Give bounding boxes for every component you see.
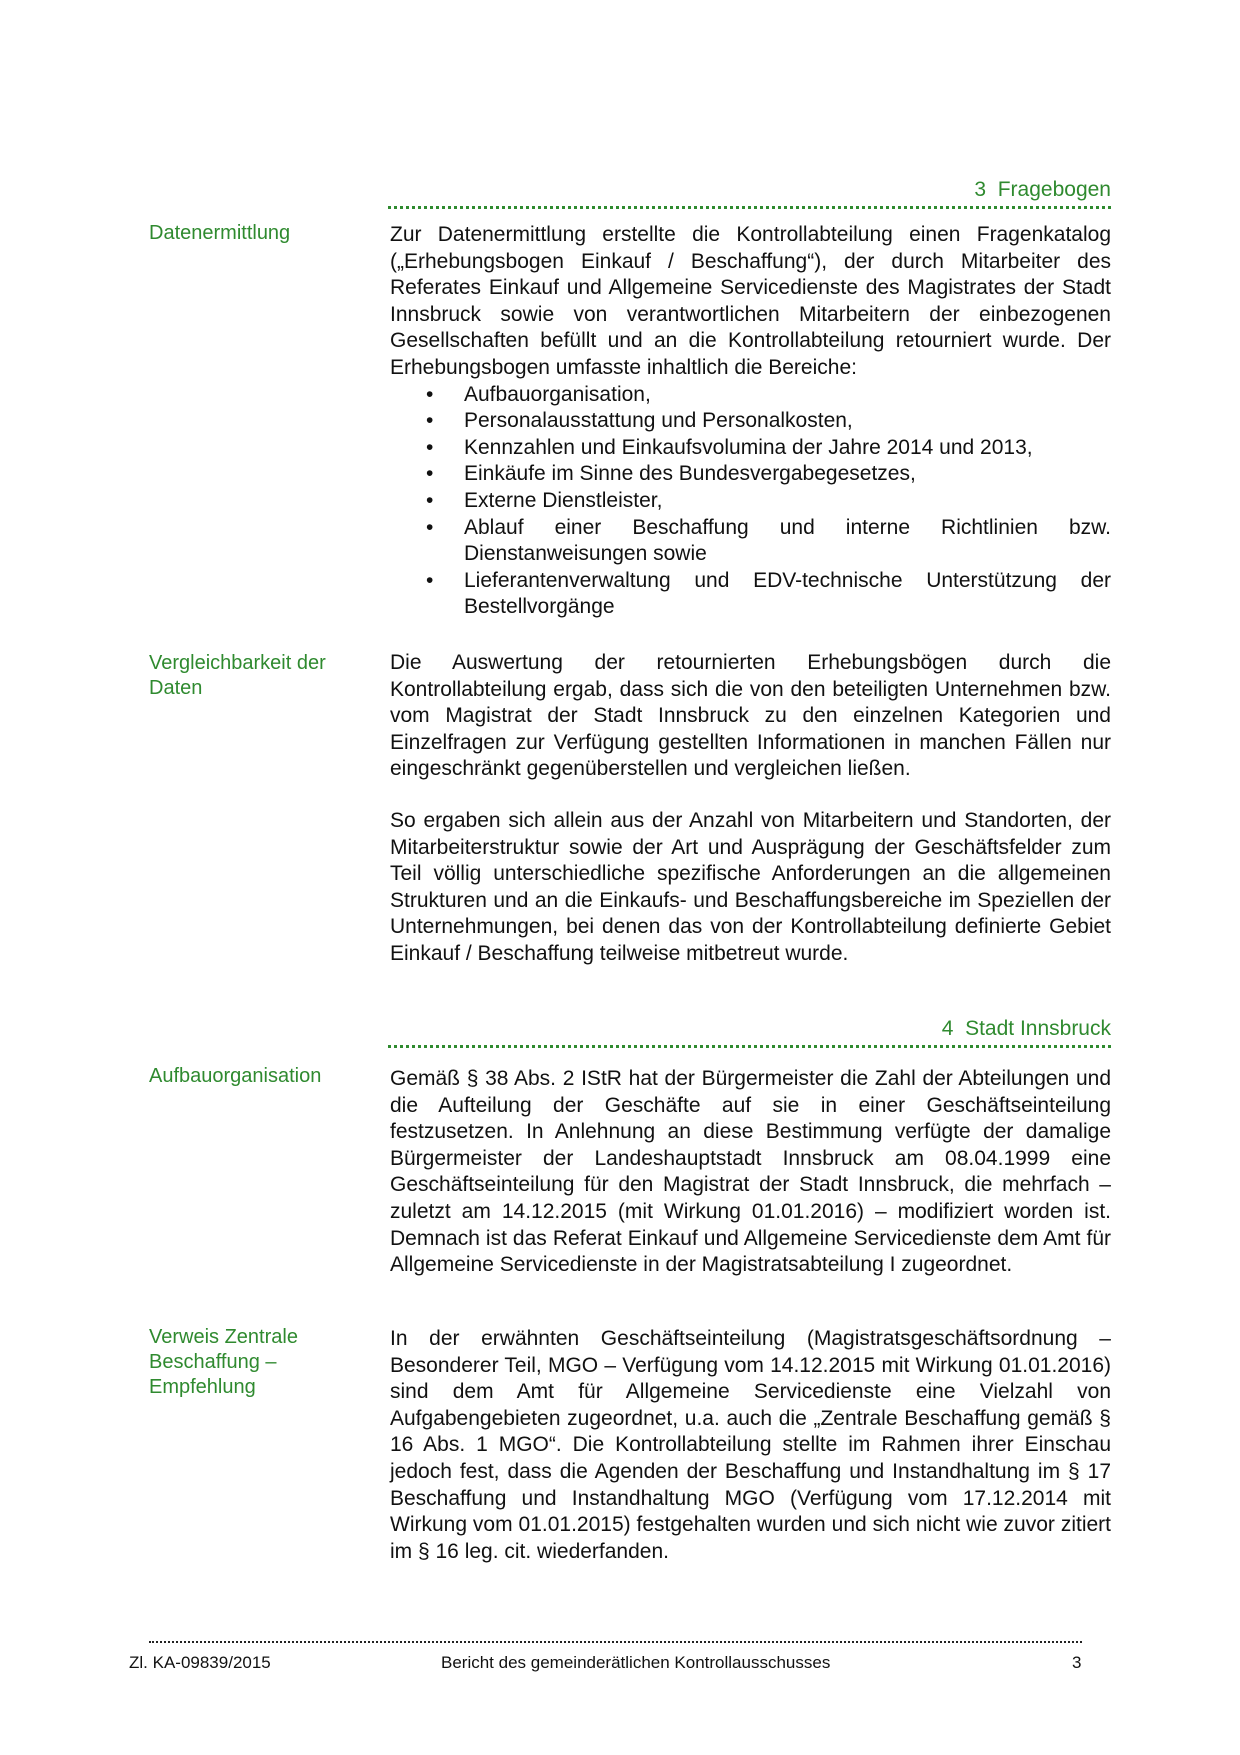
- list-item: • Aufbauorganisation,: [390, 382, 1111, 409]
- paragraph-datenermittlung: [390, 222, 1111, 621]
- footer-reference: Zl. KA-09839/2015: [129, 1653, 271, 1672]
- side-label-verweis: [149, 1325, 369, 1400]
- list-item: • Ablauf einer Beschaffung und interne Richtlinien bzw. Dienstanweisungen sowie: [426, 515, 1111, 566]
- bullet-icon: •: [426, 435, 434, 459]
- paragraph-vergleichbarkeit-2: [390, 808, 1111, 968]
- list-item: • Externe Dienstleister,: [390, 488, 1111, 515]
- side-label-line: Beschaffung –: [149, 1351, 277, 1373]
- section-divider: [388, 1045, 1111, 1048]
- section-number: 3: [974, 178, 987, 201]
- side-label-text: Aufbauorganisation: [149, 1065, 322, 1087]
- page-number: 3: [1072, 1653, 1082, 1672]
- paragraph-verweis: [390, 1326, 1111, 1565]
- bullet-icon: •: [426, 488, 434, 512]
- bullet-list: [390, 382, 1111, 621]
- bullet-icon: •: [426, 462, 434, 486]
- footer-divider: [149, 1641, 1082, 1643]
- section-heading-stadt-innsbruck: [388, 1016, 1111, 1042]
- bullet-icon: •: [426, 568, 434, 592]
- list-item: • Personalausstattung und Personalkosten,: [390, 408, 1111, 435]
- list-item: • Lieferantenverwaltung und EDV-technische Unterstützung der Bestellvorgänge: [426, 568, 1111, 619]
- side-label-datenermittlung: [149, 221, 369, 246]
- bullet-icon: •: [426, 515, 434, 539]
- side-label-text: Datenermittlung: [149, 222, 291, 244]
- paragraph-text: In der erwähnten Geschäftseinteilung (Magistratsgeschäftsordnung – Besonderer Teil, MGO – Verfügung vom 14.12.2015 mit Wirkung 01.01.2016) sind dem Amt für Allgemeine Servicedienste eine Vielzahl von Aufgabengebieten zugeordnet, u.a. auch die „Zentrale Beschaffung gemäß § 16 Abs. 1 MGO“. Die Kontrollabteilung stellte im Rahmen ihrer Einschau jedoch fest, dass die Agenden der Beschaffung und Instandhaltung im § 17 Beschaffung und Instandhaltung MGO (Verfügung vom 17.12.2014 mit Wirkung vom 01.01.2015) festgehalten wurden und sich nicht wie zuvor zitiert im § 16 leg. cit. wiederfanden.: [390, 1327, 1111, 1563]
- side-label-line: Verweis Zentrale: [149, 1326, 298, 1348]
- section-title: Stadt Innsbruck: [965, 1017, 1111, 1040]
- list-item: • Einkäufe im Sinne des Bundesvergabegesetzes,: [390, 461, 1111, 488]
- side-label-aufbauorganisation: [149, 1064, 369, 1089]
- paragraph-text: Zur Datenermittlung erstellte die Kontrollabteilung einen Fragenkatalog („Erhebungsbogen Einkauf / Beschaffung“), der durch Mitarbeiter des Referates Einkauf und Allgemeine Servicedienste des Magistrates der Stadt Innsbruck sowie von verantwortlichen Mitarbeitern der einbezogenen Gesellschaften befüllt und an die Kontrollabteilung retourniert wurde. Der Erhebungsbogen umfasste inhaltlich die Bereiche:: [390, 223, 1111, 379]
- paragraph-text: Die Auswertung der retournierten Erhebungsbögen durch die Kontrollabteilung ergab, dass sich die von den beteiligten Unternehmen bzw. vom Magistrat der Stadt Innsbruck zu den einzelnen Kategorien und Einzelfragen zur Verfügung gestellten Informationen in manchen Fällen nur eingeschränkt gegenüberstellen und vergleichen ließen.: [390, 651, 1111, 781]
- section-heading-fragebogen: [388, 177, 1111, 203]
- list-item: • Kennzahlen und Einkaufsvolumina der Jahre 2014 und 2013,: [390, 435, 1111, 462]
- side-label-line: Vergleichbarkeit der: [149, 652, 326, 674]
- side-label-vergleichbarkeit: [149, 651, 369, 701]
- side-label-line: Empfehlung: [149, 1376, 256, 1398]
- section-number: 4: [941, 1017, 954, 1040]
- footer-title: Bericht des gemeinderätlichen Kontrollausschusses: [441, 1653, 831, 1672]
- paragraph-aufbauorganisation: [390, 1066, 1111, 1279]
- paragraph-text: So ergaben sich allein aus der Anzahl von Mitarbeitern und Standorten, der Mitarbeiterstruktur sowie der Art und Ausprägung der Geschäftsfelder zum Teil völlig unterschiedliche spezifische Anforderungen an die allgemeinen Strukturen und an die Einkaufs- und Beschaffungsbereiche im Speziellen der Unternehmungen, bei denen das von der Kontrollabteilung definierte Gebiet Einkauf / Beschaffung teilweise mitbetreut wurde.: [390, 809, 1111, 965]
- bullet-icon: •: [426, 409, 434, 433]
- paragraph-text: Gemäß § 38 Abs. 2 IStR hat der Bürgermeister die Zahl der Abteilungen und die Aufteilung der Geschäfte auf sie in einer Geschäftseinteilung festzusetzen. In Anlehnung an diese Bestimmung verfügte der damalige Bürgermeister der Landeshauptstadt Innsbruck am 08.04.1999 eine Geschäftseinteilung für den Magistrat der Stadt Innsbruck, die mehrfach – zuletzt am 14.12.2015 (mit Wirkung 01.01.2016) – modifiziert worden ist. Demnach ist das Referat Einkauf und Allgemeine Servicedienste dem Amt für Allgemeine Servicedienste in der Magistratsabteilung I zugeordnet.: [390, 1067, 1111, 1277]
- section-divider: [388, 206, 1111, 209]
- section-title: Fragebogen: [997, 178, 1111, 201]
- bullet-icon: •: [426, 382, 434, 406]
- side-label-line: Daten: [149, 677, 203, 699]
- paragraph-vergleichbarkeit-1: [390, 650, 1111, 783]
